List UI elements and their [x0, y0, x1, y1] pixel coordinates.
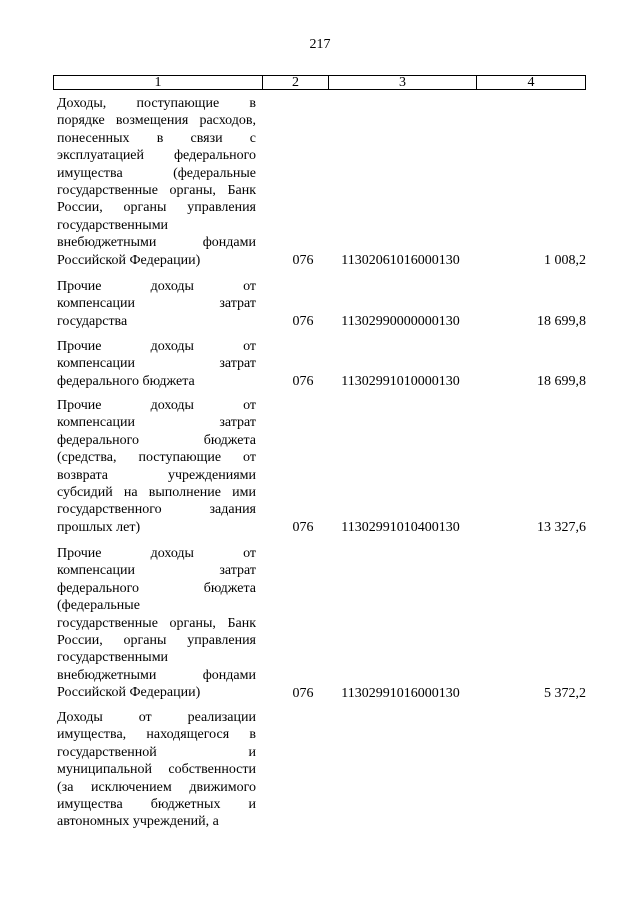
table-row [57, 95, 586, 269]
row-description [57, 338, 256, 390]
description-line: понесенных в связи с [57, 130, 256, 146]
description-line: порядке возмещения расходов, [57, 113, 256, 129]
description-line: Прочие доходы от [57, 546, 256, 561]
description-line: государственные органы, Банк [57, 183, 256, 199]
description-line: (средства, поступающие от [57, 450, 256, 466]
description-line: Доходы от реализации [57, 710, 256, 725]
row-admin-code: 076 [292, 374, 314, 390]
description-line: Прочие доходы от [57, 398, 256, 413]
description-line: (за исключением движимого [57, 779, 256, 795]
table-row [57, 338, 586, 390]
table-header [53, 75, 586, 90]
description-line: имущества (федеральные [57, 165, 256, 181]
description-line: России, органы управления [57, 633, 256, 649]
description-line: государственной и [57, 744, 256, 760]
description-line: компенсации затрат [57, 356, 256, 372]
description-line: автономных учреждений, а [57, 814, 219, 830]
row-admin-code: 076 [292, 685, 314, 701]
description-line: компенсации затрат [57, 296, 256, 312]
header-col-1: 1 [54, 76, 263, 89]
description-line: внебюджетными фондами [57, 667, 256, 683]
description-line: Прочие доходы от [57, 339, 256, 354]
description-line: государственными [57, 217, 169, 233]
description-line: эксплуатацией федерального [57, 148, 256, 164]
description-line: федерального бюджета [57, 432, 256, 448]
row-admin-code: 076 [292, 314, 314, 330]
table-row [57, 278, 586, 330]
header-col-3: 3 [329, 76, 477, 89]
description-line: Доходы, поступающие в [57, 96, 256, 111]
row-description [57, 278, 256, 330]
description-line: муниципальной собственности [57, 762, 256, 778]
description-line: государственными [57, 650, 169, 666]
description-line: внебюджетными фондами [57, 235, 256, 251]
row-kbk-code: 11302991010400130 [341, 520, 460, 536]
row-description [57, 95, 256, 269]
row-description [57, 709, 256, 831]
header-col-4: 4 [527, 75, 535, 90]
row-amount: 1 008,2 [544, 253, 586, 269]
table-row [57, 709, 586, 831]
description-line: субсидий на выполнение ими [57, 485, 256, 501]
description-line: государственного задания [57, 502, 256, 518]
description-line: имущества, находящегося в [57, 727, 256, 743]
description-line: имущества бюджетных и [57, 797, 256, 813]
row-kbk-code: 11302061016000130 [341, 253, 460, 269]
description-line: Российской Федерации) [57, 252, 201, 268]
description-line: компенсации затрат [57, 415, 256, 431]
description-line: (федеральные [57, 598, 140, 614]
row-admin-code: 076 [292, 253, 314, 269]
description-line: возврата учреждениями [57, 467, 256, 483]
table-row [57, 545, 586, 702]
description-line: России, органы управления [57, 200, 256, 216]
row-description [57, 397, 256, 536]
table-row [57, 397, 586, 536]
description-line: федерального бюджета [57, 580, 256, 596]
row-amount: 18 699,8 [537, 374, 586, 390]
header-col-2: 2 [263, 76, 329, 89]
description-line: федерального бюджета [57, 373, 195, 389]
row-amount: 13 327,6 [537, 520, 586, 536]
row-amount: 18 699,8 [537, 314, 586, 330]
description-line: Российской Федерации) [57, 685, 201, 701]
row-description [57, 545, 256, 702]
row-kbk-code: 11302990000000130 [341, 314, 460, 330]
row-kbk-code: 11302991016000130 [341, 685, 460, 701]
description-line: Прочие доходы от [57, 279, 256, 294]
description-line: прошлых лет) [57, 519, 141, 535]
description-line: компенсации затрат [57, 563, 256, 579]
description-line: государства [57, 313, 128, 329]
row-kbk-code: 11302991010000130 [341, 374, 460, 390]
description-line: государственные органы, Банк [57, 615, 256, 631]
row-admin-code: 076 [292, 520, 314, 536]
page-number: 217 [309, 37, 331, 52]
row-amount: 5 372,2 [544, 685, 586, 701]
